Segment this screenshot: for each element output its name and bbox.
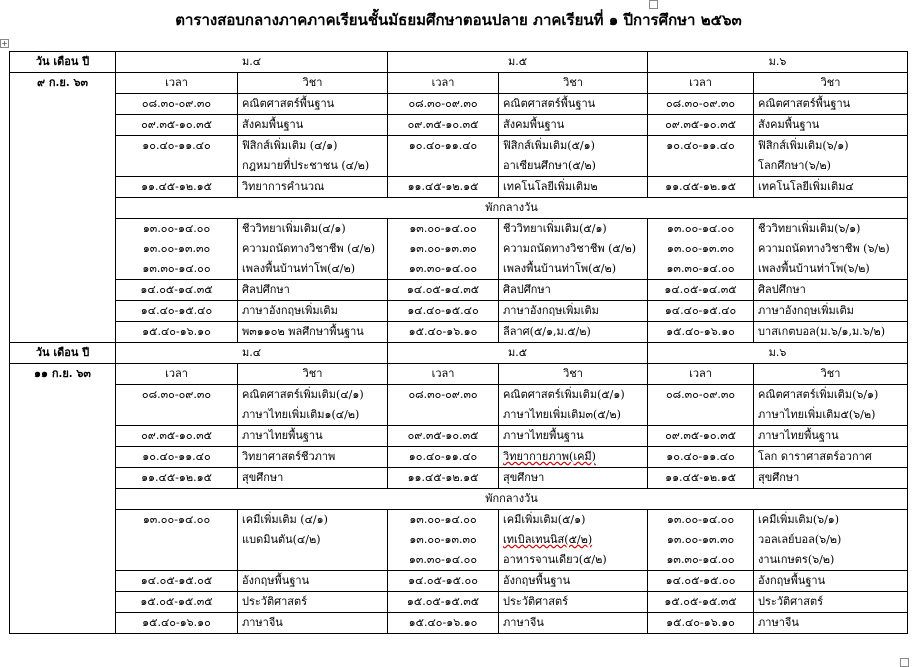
subject-cell	[238, 219, 388, 280]
table-row	[10, 136, 908, 177]
time-cell-line: ๑๕.๔๐-๑๖.๑๐	[666, 616, 735, 629]
subject-cell	[499, 301, 648, 322]
time-cell	[388, 385, 499, 426]
time-cell	[388, 301, 499, 322]
subject-cell-line: เทคโนโลยีเพิ่มเติม๔	[758, 180, 854, 193]
lunch-break-label: พักกลางวัน	[116, 198, 908, 219]
subject-cell	[754, 322, 908, 343]
time-cell-line: ๑๓.๓๐-๑๔.๐๐	[666, 262, 735, 275]
time-cell-line: ๑๑.๔๕-๑๒.๑๕	[665, 180, 736, 193]
subject-cell	[754, 592, 908, 613]
time-cell	[388, 322, 499, 343]
subject-cell-line: ภาษาอังกฤษเพิ่มเติม	[242, 304, 338, 317]
time-cell-line: ๑๓.๐๐-๑๔.๐๐	[409, 222, 477, 235]
time-column-header: เวลา	[388, 73, 499, 94]
time-cell	[116, 447, 238, 468]
subject-cell	[238, 280, 388, 301]
subject-cell-line: เพลงพื้นบ้านท่าโพ(๔/๒)	[242, 262, 356, 275]
subject-cell	[499, 426, 648, 447]
subject-cell	[754, 613, 908, 634]
subject-cell-line: เพลงพื้นบ้านท่าโพ(๖/๒)	[758, 262, 870, 275]
subject-cell-line: ประวัติศาสตร์	[503, 595, 569, 608]
time-cell-line: ๑๕.๐๕-๑๕.๓๕	[406, 595, 480, 608]
subject-cell-line: อังกฤษพื้นฐาน	[242, 574, 310, 587]
grade-header: ม.๕	[388, 52, 648, 73]
time-cell	[648, 385, 754, 426]
time-cell-line: ๑๕.๐๕-๑๕.๓๕	[140, 595, 213, 608]
table-row	[10, 571, 908, 592]
subject-cell	[754, 219, 908, 280]
time-cell-line: ๐๙.๓๕-๑๐.๓๕	[665, 429, 736, 442]
time-cell-line: ๑๓.๐๐-๑๓.๓๐	[142, 242, 211, 255]
subject-cell	[499, 510, 648, 571]
time-cell-line: ๑๐.๔๐-๑๑.๔๐	[666, 450, 735, 463]
bottom-resize-handle[interactable]	[900, 658, 909, 667]
subject-cell-line: คณิตศาสตร์พื้นฐาน	[758, 97, 851, 110]
subject-cell-line: วิทยากายภาพ(เคมี)	[503, 450, 596, 463]
subject-cell	[754, 177, 908, 198]
time-cell-line: ๑๐.๔๐-๑๑.๔๐	[408, 450, 478, 463]
time-cell-line: ๑๕.๔๐-๑๖.๑๐	[408, 325, 478, 338]
time-cell-line: ๑๕.๐๕-๑๕.๓๕	[664, 595, 737, 608]
subject-cell-line: บาสเกตบอล(ม.๖/๑,ม.๖/๒)	[758, 325, 885, 338]
time-cell-line: ๑๓.๓๐-๑๔.๐๐	[142, 262, 211, 275]
table-row	[10, 280, 908, 301]
time-cell-line: ๑๐.๔๐-๑๑.๔๐	[142, 450, 211, 463]
subject-cell-line: โลกศึกษา(๖/๒)	[758, 159, 831, 172]
subject-cell-line: ภาษาจีน	[503, 616, 544, 629]
subject-cell-line: คณิตศาสตร์เพิ่มเติม(๕/๑)	[503, 388, 625, 401]
subject-cell-line: แบดมินตัน(๔/๒)	[242, 533, 321, 546]
subject-cell-line: เพลงพื้นบ้านท่าโพ(๕/๒)	[503, 262, 617, 275]
time-cell	[116, 177, 238, 198]
subject-cell-line: ชีววิทยาเพิ่มเติม(๖/๑)	[758, 222, 861, 235]
time-cell	[388, 447, 499, 468]
time-cell	[388, 510, 499, 571]
time-cell-line: ๐๘.๓๐-๐๙.๓๐	[408, 97, 478, 110]
subject-cell	[238, 301, 388, 322]
table-row	[10, 94, 908, 115]
subject-cell-line: ศิลปศึกษา	[758, 283, 806, 296]
subject-cell-line: ศิลปศึกษา	[242, 283, 290, 296]
subject-cell-line: สุขศึกษา	[503, 471, 545, 484]
subject-cell-line: ลีลาศ(๕/๑,ม.๕/๒)	[503, 325, 591, 338]
time-cell	[648, 426, 754, 447]
subject-cell-line: ภาษาจีน	[758, 616, 799, 629]
subject-cell-line: ภาษาอังกฤษเพิ่มเติม	[758, 304, 854, 317]
subject-cell-line: โลก ดาราศาสตร์อวกาศ	[758, 450, 872, 463]
subject-cell-line: วิทยาการคำนวณ	[242, 180, 325, 193]
time-cell	[116, 280, 238, 301]
time-cell	[388, 426, 499, 447]
subject-cell-line: สังคมพื้นฐาน	[242, 118, 304, 131]
table-row	[10, 468, 908, 489]
subject-cell	[499, 468, 648, 489]
time-cell	[648, 280, 754, 301]
time-cell	[116, 571, 238, 592]
subject-cell	[499, 447, 648, 468]
table-row	[10, 322, 908, 343]
time-column-header: เวลา	[648, 364, 754, 385]
subject-cell	[238, 447, 388, 468]
subject-cell-line: ภาษาไทยพื้นฐาน	[503, 429, 584, 442]
subject-cell	[238, 468, 388, 489]
column-header-row	[10, 364, 908, 385]
lunch-break-row	[10, 489, 908, 510]
subject-cell	[754, 571, 908, 592]
subject-cell-line: ชีววิทยาเพิ่มเติม(๔/๑)	[242, 222, 346, 235]
subject-cell-line: เทคโนโลยีเพิ่มเติม๒	[503, 180, 598, 193]
subject-cell-line: ความถนัดทางวิชาชีพ (๕/๒)	[503, 242, 636, 255]
time-cell	[388, 468, 499, 489]
time-cell	[388, 592, 499, 613]
subject-cell	[238, 115, 388, 136]
subject-cell	[238, 94, 388, 115]
subject-cell	[754, 468, 908, 489]
table-row	[10, 426, 908, 447]
subject-cell-line: คณิตศาสตร์พื้นฐาน	[503, 97, 596, 110]
time-cell-line: ๑๐.๔๐-๑๑.๔๐	[142, 139, 211, 152]
time-cell	[116, 94, 238, 115]
time-cell	[648, 115, 754, 136]
time-cell-line: ๐๙.๓๕-๑๐.๓๕	[141, 429, 212, 442]
time-cell-line: ๑๑.๔๕-๑๒.๑๕	[665, 471, 736, 484]
subject-cell	[238, 385, 388, 426]
subject-cell-line: เคมีเพิ่มเติม(๖/๑)	[758, 513, 840, 526]
time-cell-line: ๑๓.๓๐-๑๔.๐๐	[666, 553, 735, 566]
time-cell	[648, 301, 754, 322]
subject-cell-line: เทเบิลเทนนิส(๕/๒)	[503, 533, 593, 546]
subject-column-header: วิชา	[238, 364, 388, 385]
subject-cell-line: คณิตศาสตร์เพิ่มเติม(๖/๑)	[758, 388, 879, 401]
subject-cell	[754, 426, 908, 447]
subject-cell	[238, 571, 388, 592]
subject-cell	[754, 280, 908, 301]
time-cell-line: ๐๘.๓๐-๐๙.๓๐	[665, 388, 736, 401]
subject-cell-line: ประวัติศาสตร์	[758, 595, 824, 608]
time-cell-line: ๑๑.๔๕-๑๒.๑๕	[141, 471, 212, 484]
time-cell	[116, 510, 238, 571]
subject-column-header: วิชา	[238, 73, 388, 94]
time-cell	[388, 613, 499, 634]
subject-column-header: วิชา	[754, 364, 908, 385]
subject-cell	[499, 592, 648, 613]
grade-header: ม.๔	[116, 52, 388, 73]
subject-cell	[754, 136, 908, 177]
time-cell-line: ๑๔.๐๕-๑๔.๓๕	[406, 283, 480, 296]
subject-cell	[238, 592, 388, 613]
table-row	[10, 385, 908, 426]
subject-cell-line: ความถนัดทางวิชาชีพ (๖/๒)	[758, 242, 890, 255]
time-cell-line: ๐๙.๓๕-๑๐.๓๕	[665, 118, 736, 131]
lunch-break-label: พักกลางวัน	[116, 489, 908, 510]
table-row	[10, 301, 908, 322]
time-cell	[116, 301, 238, 322]
time-cell-line: ๐๘.๓๐-๐๙.๓๐	[141, 97, 212, 110]
subject-cell-line: พ๓๑๑๐๒ พลศึกษาพื้นฐาน	[242, 325, 364, 338]
grade-header: ม.๖	[648, 52, 908, 73]
time-cell	[648, 468, 754, 489]
time-cell-line: ๑๓.๐๐-๑๔.๐๐	[142, 513, 211, 526]
subject-cell-line: กฎหมายที่ประชาชน (๔/๒)	[242, 159, 370, 172]
subject-cell-line: สุขศึกษา	[758, 471, 800, 484]
subject-cell-line: ประวัติศาสตร์	[242, 595, 308, 608]
time-cell-line: ๑๔.๔๐-๑๕.๔๐	[407, 304, 479, 317]
time-cell-line: ๑๓.๐๐-๑๔.๐๐	[666, 513, 735, 526]
subject-cell-line: เคมีเพิ่มเติม (๔/๑)	[242, 513, 328, 526]
subject-cell-line: งานเกษตร(๖/๒)	[758, 553, 835, 566]
time-cell-line: ๑๐.๔๐-๑๑.๔๐	[408, 139, 478, 152]
subject-cell-line: ฟิสิกส์เพิ่มเติม(๕/๑)	[503, 139, 595, 152]
subject-cell-line: อาหารจานเดียว(๕/๒)	[503, 553, 607, 566]
time-cell	[648, 510, 754, 571]
time-cell	[116, 219, 238, 280]
time-cell-line: ๐๙.๓๕-๑๐.๓๕	[407, 118, 479, 131]
time-cell	[116, 136, 238, 177]
time-cell-line: ๑๔.๔๐-๑๕.๔๐	[664, 304, 737, 317]
table-row	[10, 592, 908, 613]
time-column-header: เวลา	[116, 364, 238, 385]
exam-date: ๑๑ ก.ย. ๖๓	[10, 364, 116, 634]
time-cell	[116, 322, 238, 343]
lunch-break-row	[10, 198, 908, 219]
exam-schedule-table	[9, 51, 908, 634]
time-cell	[388, 219, 499, 280]
time-cell-line: ๑๔.๐๕-๑๕.๐๐	[408, 574, 478, 587]
exam-date: ๙ ก.ย. ๖๓	[10, 73, 116, 343]
time-cell	[648, 571, 754, 592]
table-row	[10, 510, 908, 571]
time-cell-line: ๑๓.๓๐-๑๔.๐๐	[408, 262, 478, 275]
subject-cell-line: คณิตศาสตร์พื้นฐาน	[242, 97, 335, 110]
subject-cell	[754, 385, 908, 426]
time-column-header: เวลา	[116, 73, 238, 94]
time-column-header: เวลา	[388, 364, 499, 385]
subject-cell-line: วิทยาศาสตร์ชีวภาพ	[242, 450, 336, 463]
time-cell-line: ๐๘.๓๐-๐๙.๓๐	[665, 97, 736, 110]
subject-cell-line: อาเซียนศึกษา(๕/๒)	[503, 159, 596, 172]
time-cell-line: ๑๕.๔๐-๑๖.๑๐	[142, 325, 211, 338]
table-move-handle[interactable]: +	[1, 39, 8, 48]
time-cell	[116, 592, 238, 613]
time-cell	[388, 136, 499, 177]
subject-cell-line: สังคมพื้นฐาน	[758, 118, 820, 131]
subject-cell	[499, 613, 648, 634]
subject-cell-line: อังกฤษพื้นฐาน	[758, 574, 826, 587]
subject-cell	[499, 136, 648, 177]
time-cell-line: ๑๓.๓๐-๑๔.๐๐	[408, 553, 478, 566]
subject-cell-line: อังกฤษพื้นฐาน	[503, 574, 571, 587]
table-row	[10, 447, 908, 468]
time-cell	[388, 177, 499, 198]
subject-cell	[754, 115, 908, 136]
subject-cell-line: ฟิสิกส์เพิ่มเติม(๖/๑)	[758, 139, 849, 152]
subject-cell	[499, 385, 648, 426]
time-cell-line: ๑๓.๐๐-๑๓.๓๐	[409, 242, 477, 255]
subject-cell-line: ภาษาจีน	[242, 616, 283, 629]
subject-cell	[754, 447, 908, 468]
time-cell	[388, 94, 499, 115]
subject-cell	[499, 94, 648, 115]
time-cell-line: ๑๓.๐๐-๑๔.๐๐	[142, 222, 211, 235]
time-cell-line: ๐๘.๓๐-๐๙.๓๐	[141, 388, 212, 401]
time-cell	[648, 136, 754, 177]
subject-cell	[238, 322, 388, 343]
time-cell	[116, 468, 238, 489]
subject-cell	[754, 94, 908, 115]
time-cell-line: ๑๐.๔๐-๑๑.๔๐	[666, 139, 735, 152]
subject-cell-line: สุขศึกษา	[242, 471, 284, 484]
time-column-header: เวลา	[648, 73, 754, 94]
subject-column-header: วิชา	[754, 73, 908, 94]
time-cell	[388, 571, 499, 592]
subject-cell	[499, 219, 648, 280]
subject-cell-line: ภาษาไทยพื้นฐาน	[758, 429, 839, 442]
subject-cell	[499, 571, 648, 592]
time-cell	[648, 592, 754, 613]
grade-header: ม.๔	[116, 343, 388, 364]
time-cell	[648, 94, 754, 115]
time-cell	[648, 322, 754, 343]
table-row	[10, 613, 908, 634]
time-cell-line: ๐๙.๓๕-๑๐.๓๕	[141, 118, 212, 131]
time-cell	[648, 613, 754, 634]
time-cell-line: ๑๔.๐๕-๑๕.๐๕	[140, 574, 213, 587]
time-cell	[388, 115, 499, 136]
subject-cell	[238, 136, 388, 177]
page-title: ตารางสอบกลางภาคภาคเรียนชั้นมัธยมศึกษาตอนปลาย ภาคเรียนที่ ๑ ปีการศึกษา ๒๕๖๓	[175, 11, 742, 29]
time-cell	[648, 177, 754, 198]
day-header: วัน เดือน ปี	[10, 52, 116, 73]
column-header-row	[10, 73, 908, 94]
subject-cell-line: คณิตศาสตร์เพิ่มเติม(๔/๑)	[242, 388, 364, 401]
time-cell	[648, 219, 754, 280]
subject-cell-line: ฟิสิกส์เพิ่มเติม (๔/๑)	[242, 139, 338, 152]
time-cell-line: ๑๑.๔๕-๑๒.๑๕	[141, 180, 212, 193]
time-cell	[116, 426, 238, 447]
time-cell-line: ๑๓.๐๐-๑๓.๓๐	[666, 242, 735, 255]
subject-cell-line: ภาษาอังกฤษเพิ่มเติม	[503, 304, 599, 317]
time-cell	[116, 385, 238, 426]
time-cell-line: ๑๕.๔๐-๑๖.๑๐	[666, 325, 735, 338]
grade-header: ม.๕	[388, 343, 648, 364]
subject-cell	[754, 301, 908, 322]
time-cell-line: ๐๙.๓๕-๑๐.๓๕	[407, 429, 479, 442]
grade-header-row	[10, 52, 908, 73]
time-cell-line: ๑๔.๔๐-๑๕.๔๐	[140, 304, 213, 317]
grade-header: ม.๖	[648, 343, 908, 364]
subject-cell	[754, 510, 908, 571]
time-cell-line: ๑๔.๐๕-๑๔.๓๕	[140, 283, 213, 296]
subject-cell	[238, 177, 388, 198]
time-cell-line: ๑๓.๐๐-๑๔.๐๐	[666, 222, 735, 235]
subject-cell-line: สังคมพื้นฐาน	[503, 118, 565, 131]
subject-cell	[238, 426, 388, 447]
day-header: วัน เดือน ปี	[10, 343, 116, 364]
grade-header-row	[10, 343, 908, 364]
time-cell-line: ๑๔.๐๕-๑๔.๓๕	[664, 283, 737, 296]
subject-cell-line: ภาษาไทยพื้นฐาน	[242, 429, 323, 442]
subject-column-header: วิชา	[499, 73, 648, 94]
time-cell	[116, 613, 238, 634]
time-cell-line: ๑๕.๔๐-๑๖.๑๐	[408, 616, 478, 629]
subject-cell	[499, 322, 648, 343]
time-cell-line: ๑๓.๐๐-๑๓.๓๐	[666, 533, 735, 546]
time-cell	[648, 447, 754, 468]
time-cell-line: ๐๘.๓๐-๐๙.๓๐	[408, 388, 478, 401]
subject-cell	[499, 280, 648, 301]
time-cell-line: ๑๑.๔๕-๑๒.๑๕	[407, 471, 479, 484]
time-cell	[388, 280, 499, 301]
subject-cell	[499, 177, 648, 198]
subject-cell	[238, 613, 388, 634]
subject-cell	[499, 115, 648, 136]
table-row	[10, 115, 908, 136]
time-cell-line: ๑๔.๐๕-๑๕.๐๐	[665, 574, 736, 587]
time-cell-line: ๑๓.๐๐-๑๔.๐๐	[409, 513, 477, 526]
time-cell-line: ๑๕.๔๐-๑๖.๑๐	[142, 616, 211, 629]
table-row	[10, 219, 908, 280]
subject-cell-line: ชีววิทยาเพิ่มเติม(๕/๑)	[503, 222, 607, 235]
time-cell	[116, 115, 238, 136]
subject-cell-line: ภาษาไทยเพิ่มเติม๑(๔/๒)	[242, 408, 360, 421]
table-row	[10, 177, 908, 198]
subject-cell	[238, 510, 388, 571]
subject-cell-line: เคมีเพิ่มเติม(๕/๑)	[503, 513, 586, 526]
subject-cell-line: วอลเลย์บอล(๖/๒)	[758, 533, 842, 546]
subject-cell-line: ความถนัดทางวิชาชีพ (๔/๒)	[242, 242, 375, 255]
subject-cell-line: ภาษาไทยเพิ่มเติม๕(๖/๒)	[758, 408, 876, 421]
subject-cell-line: ภาษาไทยเพิ่มเติม๓(๕/๒)	[503, 408, 621, 421]
time-cell-line: ๑๑.๔๕-๑๒.๑๕	[407, 180, 479, 193]
time-cell-line: ๑๓.๐๐-๑๓.๓๐	[409, 533, 477, 546]
subject-cell-line: ศิลปศึกษา	[503, 283, 551, 296]
subject-column-header: วิชา	[499, 364, 648, 385]
